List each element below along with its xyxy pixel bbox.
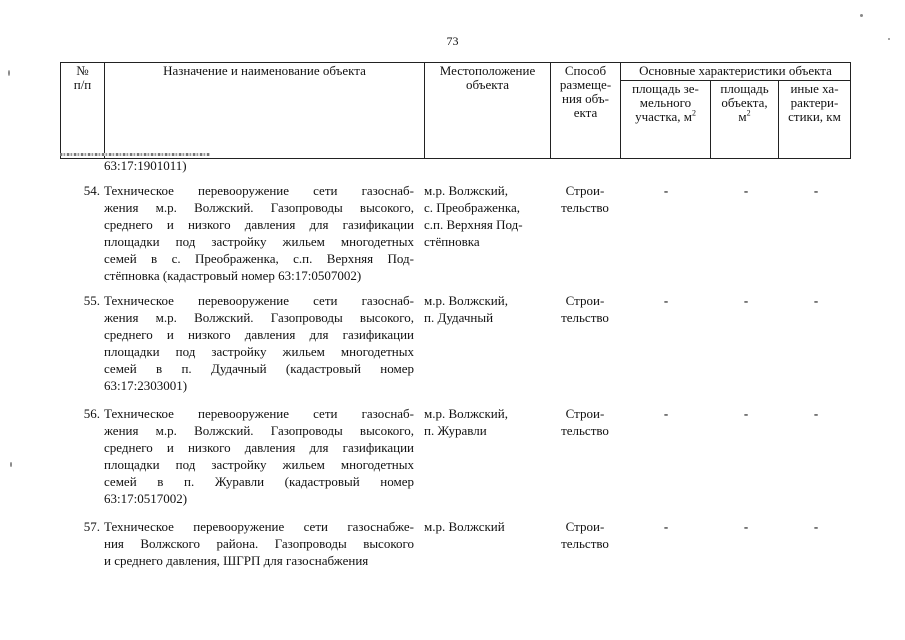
description-line: среднего и низкого давления для газификации	[104, 327, 414, 342]
row-land-area: -	[663, 183, 669, 198]
row-description	[104, 518, 414, 569]
scan-speck	[860, 14, 863, 17]
row-description	[104, 405, 414, 507]
description-line: площадки под застройку жильем многодетных	[104, 457, 414, 472]
location-line: стёпновка	[424, 234, 480, 249]
row-number: 56.	[83, 406, 100, 421]
scan-artifact	[60, 153, 210, 156]
description-line: семей в с. Преображенка, с.п. Верхняя Под-	[104, 251, 414, 266]
description-line: семей в п. Журавли (кадастровый номер	[104, 474, 414, 489]
row-object-area: -	[743, 519, 749, 534]
superscript-two: 2	[746, 108, 751, 118]
method-line: тельство	[561, 310, 609, 325]
page-number: 73	[446, 34, 459, 48]
method-line: тельство	[561, 200, 609, 215]
row-description	[104, 182, 414, 284]
location-line: п. Журавли	[424, 423, 487, 438]
row-location	[424, 405, 544, 439]
row-object-area: -	[743, 293, 749, 308]
description-line: среднего и низкого давления для газификации	[104, 440, 414, 455]
description-line: Техническое перевооружение сети газоснаб-	[104, 293, 414, 308]
row-placement-method	[550, 405, 620, 439]
header-col-location: Местоположение объекта	[425, 63, 551, 159]
table-header	[60, 62, 851, 159]
header-col-name: Назначение и наименование объекта	[105, 63, 425, 159]
row-placement-method	[550, 292, 620, 326]
description-line: жения м.р. Волжский. Газопроводы высокого,	[104, 310, 414, 325]
description-line: и среднего давления, ШГРП для газоснабжения	[104, 553, 369, 568]
row-land-area: -	[663, 406, 669, 421]
row-other-characteristics: -	[813, 406, 819, 421]
scan-speck	[10, 462, 12, 467]
description-line: стёпновка (кадастровый номер 63:17:0507002)	[104, 268, 362, 283]
header-col-num: № п/п	[61, 63, 105, 159]
description-line: среднего и низкого давления для газификации	[104, 217, 414, 232]
method-line: Строи-	[565, 293, 605, 308]
description-line: 63:17:2303001)	[104, 378, 188, 393]
header-sub-land-area	[621, 81, 711, 159]
description-line: 63:17:0517002)	[104, 491, 188, 506]
row-placement-method	[550, 182, 620, 216]
header-col-characteristics: Основные характеристики объекта	[621, 63, 851, 81]
location-line: с.п. Верхняя Под-	[424, 217, 523, 232]
row-location	[424, 182, 544, 250]
location-line: м.р. Волжский,	[424, 183, 508, 198]
description-line: Техническое перевооружение сети газоснабже-	[104, 519, 414, 534]
location-line: м.р. Волжский,	[424, 293, 508, 308]
row-object-area: -	[743, 183, 749, 198]
row-other-characteristics: -	[813, 293, 819, 308]
row-other-characteristics: -	[813, 519, 819, 534]
location-line: м.р. Волжский,	[424, 406, 508, 421]
header-sub-land-area-text: площадь зе- мельного участка, м	[632, 81, 699, 124]
scan-speck	[888, 38, 890, 40]
method-line: тельство	[561, 536, 609, 551]
description-line: жения м.р. Волжский. Газопроводы высокого,	[104, 200, 414, 215]
superscript-two: 2	[691, 108, 696, 118]
row-land-area: -	[663, 519, 669, 534]
description-line: Техническое перевооружение сети газоснаб-	[104, 406, 414, 421]
description-line: жения м.р. Волжский. Газопроводы высокого,	[104, 423, 414, 438]
row-placement-method	[550, 518, 620, 552]
location-line: п. Дудачный	[424, 310, 494, 325]
row-land-area: -	[663, 293, 669, 308]
location-line: м.р. Волжский	[424, 519, 505, 534]
method-line: Строи-	[565, 183, 605, 198]
row-description	[104, 292, 414, 394]
row-number: 57.	[83, 519, 100, 534]
location-line: с. Преображенка,	[424, 200, 520, 215]
header-sub-other: иные ха- рактери- стики, км	[779, 81, 851, 159]
row-location	[424, 518, 544, 535]
description-line: площадки под застройку жильем многодетных	[104, 344, 414, 359]
row-location	[424, 292, 544, 326]
description-line: Техническое перевооружение сети газоснаб-	[104, 183, 414, 198]
description-line: семей в п. Дудачный (кадастровый номер	[104, 361, 414, 376]
method-line: тельство	[561, 423, 609, 438]
method-line: Строи-	[565, 519, 605, 534]
carryover-text: 63:17:1901011)	[104, 158, 187, 173]
row-other-characteristics: -	[813, 183, 819, 198]
description-line: ния Волжского района. Газопроводы высокого	[104, 536, 414, 551]
header-sub-object-area-text: площадь объекта, м	[720, 81, 769, 124]
header-col-method: Способ размеще- ния объ- екта	[551, 63, 621, 159]
row-object-area: -	[743, 406, 749, 421]
row-number: 54.	[83, 183, 100, 198]
scan-speck	[8, 70, 10, 76]
method-line: Строи-	[565, 406, 605, 421]
row-number: 55.	[83, 293, 100, 308]
header-sub-object-area	[711, 81, 779, 159]
description-line: площадки под застройку жильем многодетных	[104, 234, 414, 249]
